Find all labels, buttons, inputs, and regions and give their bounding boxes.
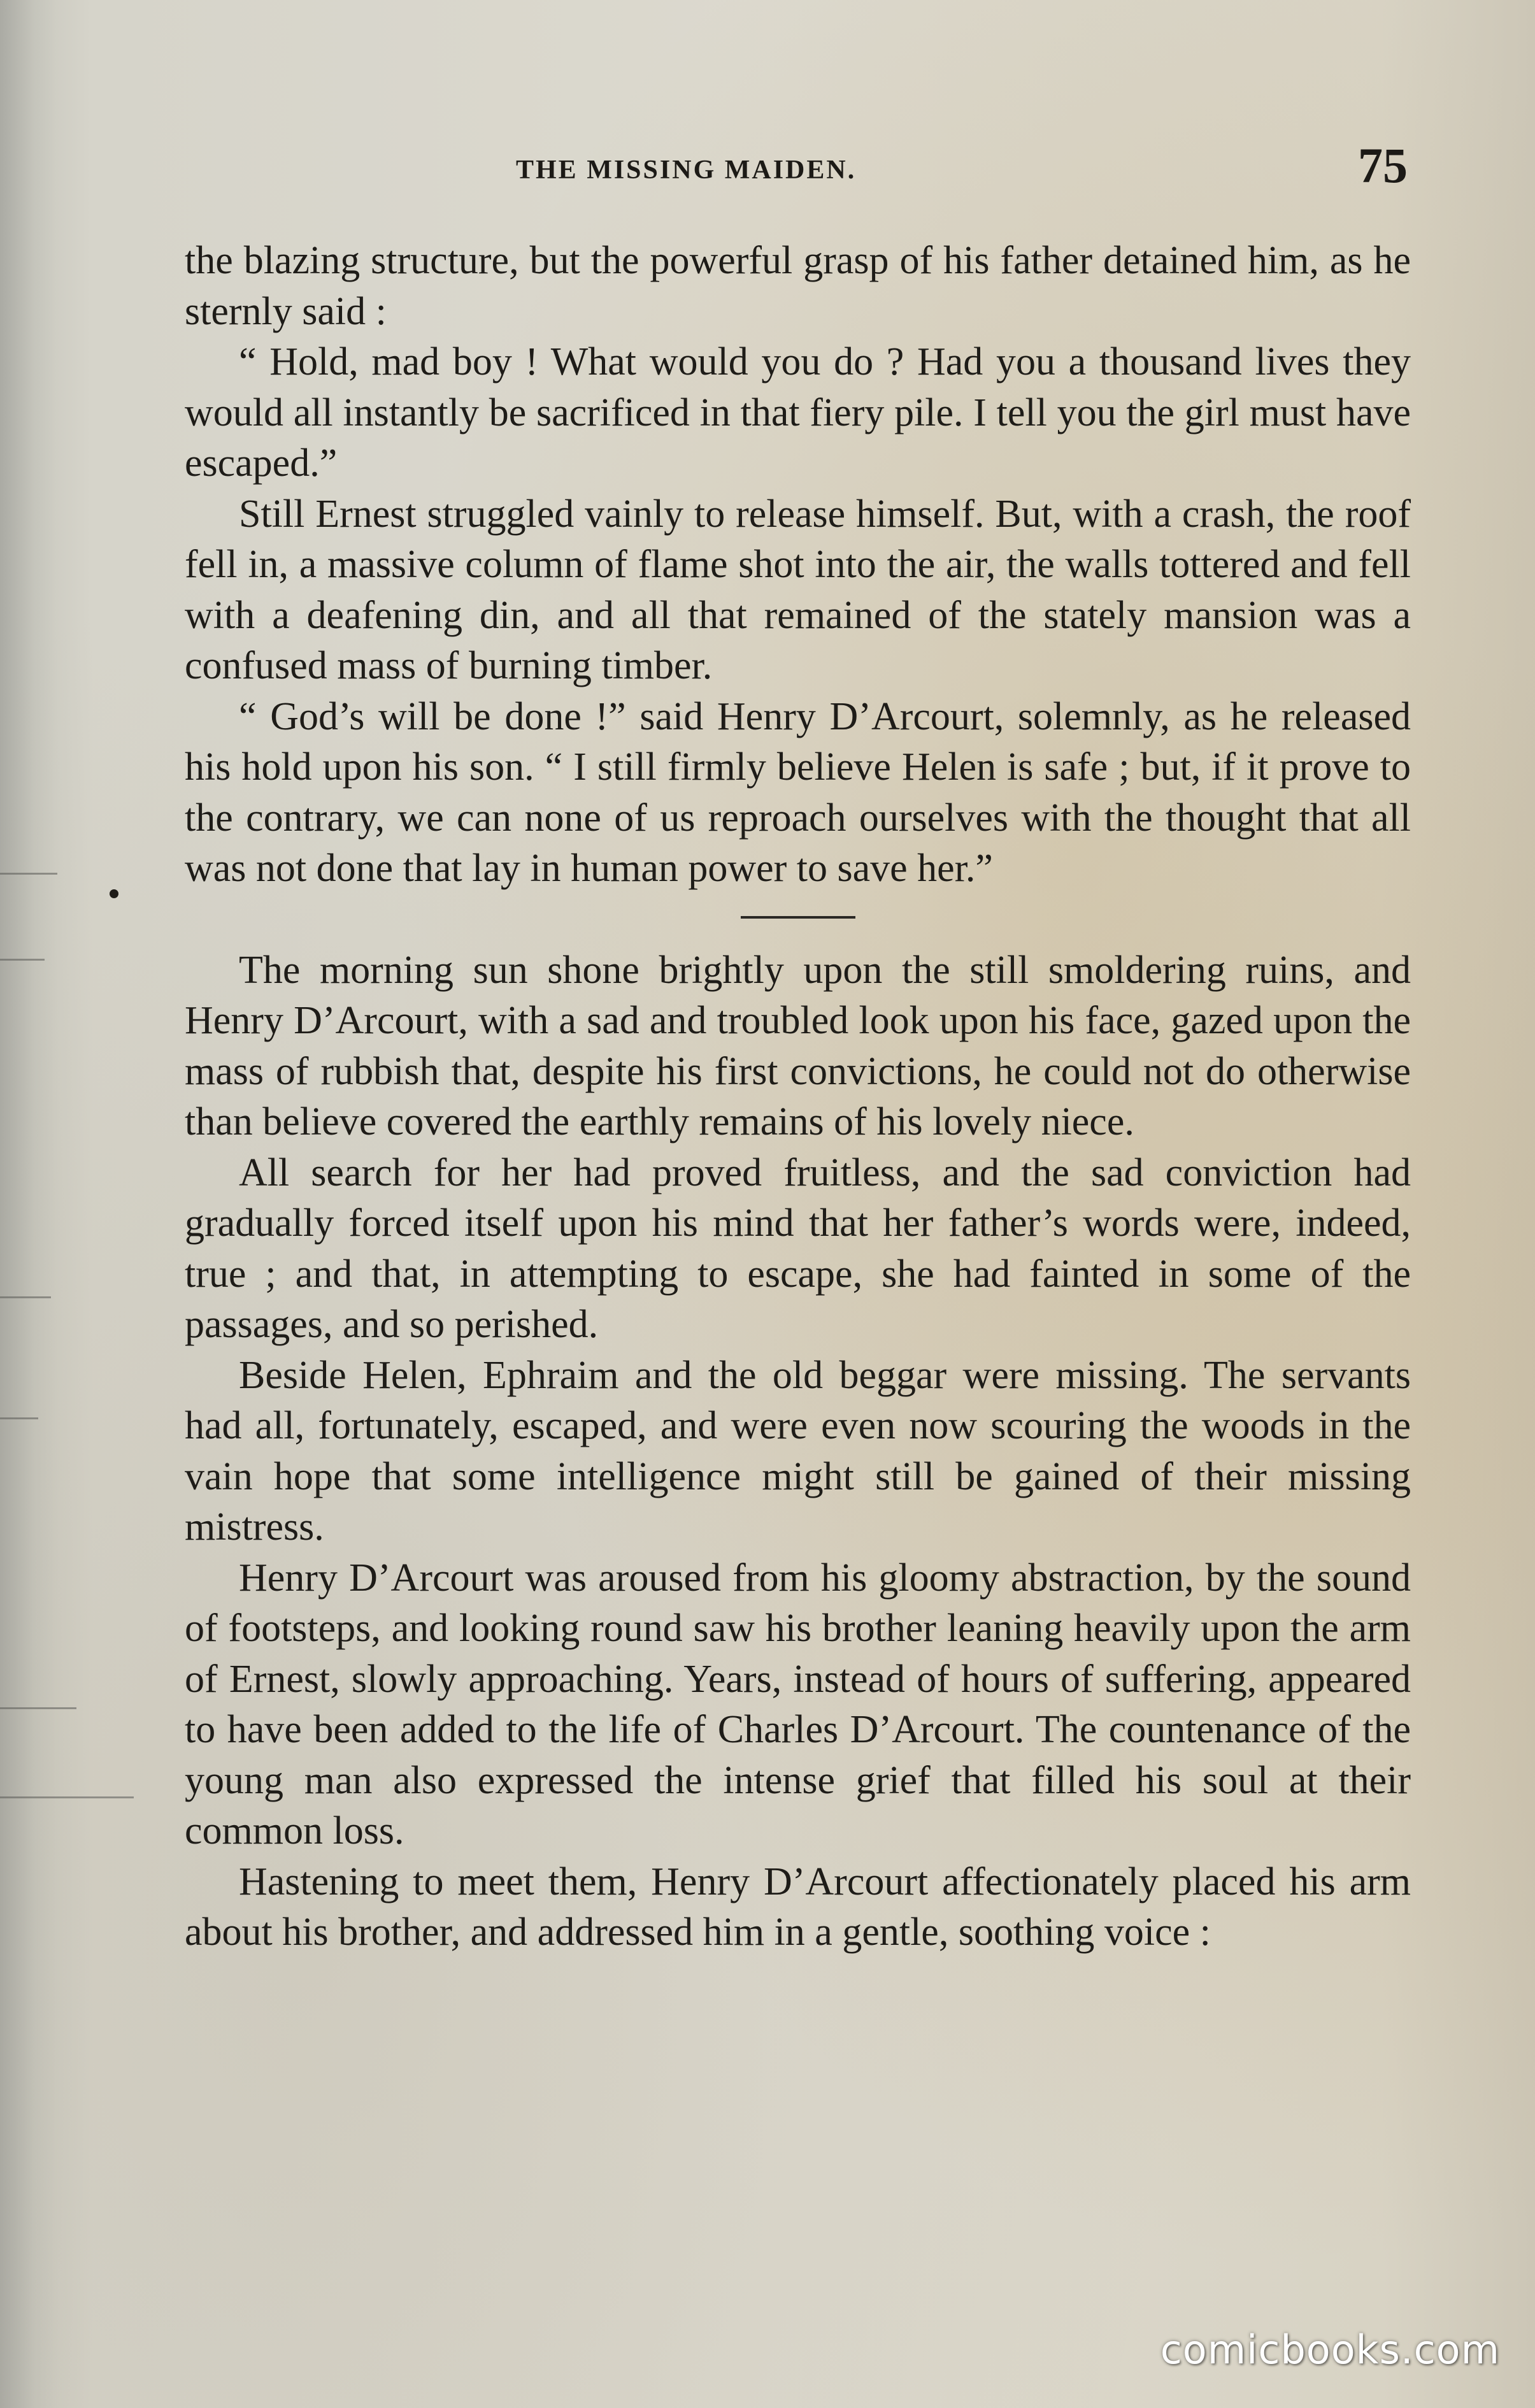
watermark: comicbooks.com	[1160, 2326, 1500, 2373]
section-divider	[741, 916, 855, 919]
paragraph: Still Ernest struggled vainly to release himself. But, with a crash, the roof fell in, a massive column of flame shot into the air, the walls tottered and fell with a deafening din, and all that remained of the stately mansion was a confused mass of burning timber.	[185, 492, 1411, 687]
paragraph: “ God’s will be done !” said Henry D’Arcourt, solemnly, as he released his hold upon his son. “ I still firmly believe Helen is safe ; but, if it prove to the contrary, we can none of us reproach ourselves with the thought that all was not done that lay in human power to save her.”	[185, 694, 1411, 890]
paragraph: Hastening to meet them, Henry D’Arcourt affectionately placed his arm about his brother, and addressed him in a gentle, soothing voice :	[185, 1860, 1411, 1954]
paragraph: Beside Helen, Ephraim and the old beggar were missing. The servants had all, fortunately, escaped, and were even now scouring the woods in the vain hope that some intelligence might still be gained of their missing mistress.	[185, 1353, 1411, 1549]
page-number: 75	[1358, 138, 1408, 193]
page-crease	[0, 1296, 51, 1298]
ink-speck	[110, 889, 118, 898]
running-title: THE MISSING MAIDEN.	[516, 155, 857, 185]
body-text	[185, 236, 1411, 1958]
page-crease	[0, 959, 45, 961]
paragraph: Henry D’Arcourt was aroused from his gloomy abstraction, by the sound of footsteps, and looking round saw his brother leaning heavily upon the arm of Ernest, slowly approaching. Years, instead of hours of suffering, appeared to have been added to the life of Charles D’Arcourt. The countenance of the young man also expressed the intense grief that filled his soul at their common loss.	[185, 1556, 1411, 1853]
page-binding-edge	[0, 0, 57, 2408]
paragraph: All search for her had proved fruitless, and the sad conviction had gradually forced itself upon his mind that her father’s words were, indeed, true ; and that, in attempting to escape, she had fainted in some of the passages, and so perished.	[185, 1150, 1411, 1346]
page-crease	[0, 1796, 134, 1798]
page-crease	[0, 873, 57, 875]
page-crease	[0, 1707, 76, 1709]
page-crease	[0, 1417, 38, 1419]
paragraph: “ Hold, mad boy ! What would you do ? Had you a thousand lives they would all instantly be sacrificed in that fiery pile. I tell you the girl must have escaped.”	[185, 340, 1411, 485]
page-header	[185, 137, 1408, 207]
paragraph: The morning sun shone brightly upon the still smoldering ruins, and Henry D’Arcourt, with a sad and troubled look upon his face, gazed upon the mass of rubbish that, despite his first convictions, he could not do otherwise than believe covered the earthly remains of his lovely niece.	[185, 948, 1411, 1143]
paragraph: the blazing structure, but the powerful grasp of his father detained him, as he sternly said :	[185, 239, 1411, 333]
